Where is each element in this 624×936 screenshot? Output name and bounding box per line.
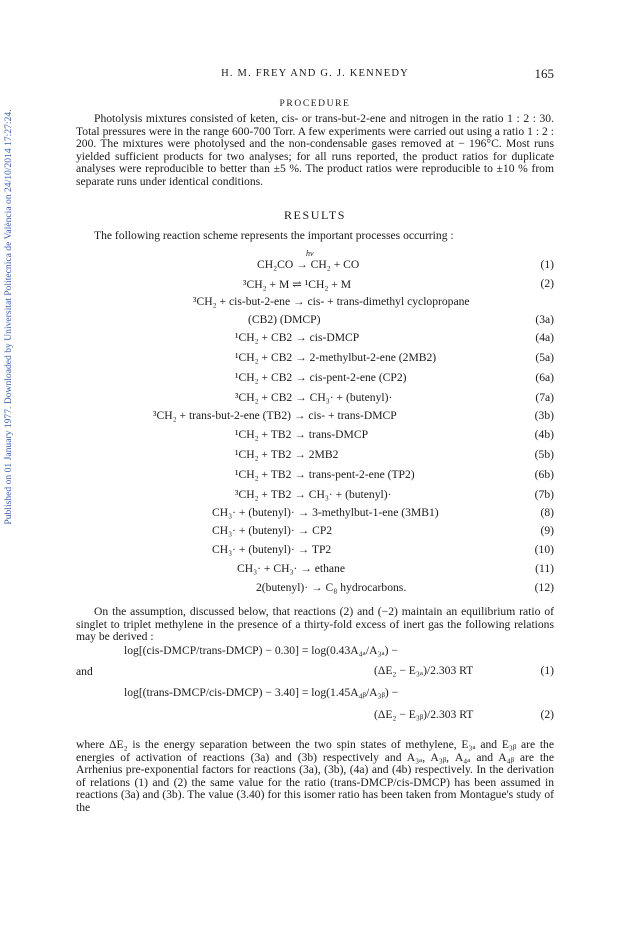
reaction-row (76, 331, 554, 347)
assumption-paragraph: On the assumption, discussed below, that reactions (2) and (−2) maintain an equilibrium ratio of singlet to triplet methylene in the presence of a thirty-fold excess of inert gas the following relations may be derived : (76, 605, 554, 644)
reaction-label: (8) (540, 506, 554, 519)
reaction-row (76, 524, 554, 540)
reaction-label: (4b) (534, 428, 554, 441)
reaction-label: (11) (535, 562, 554, 575)
reaction-row (76, 562, 554, 578)
reaction-label: (2) (540, 277, 554, 290)
running-head: H. M. FREY AND G. J. KENNEDY (221, 68, 409, 79)
page-header (76, 68, 554, 84)
reaction-equation: CH₃· + (butenyl)· → 3-methylbut-1-ene (3MB1) (212, 506, 439, 519)
procedure-paragraph: Photolysis mixtures consisted of keten, cis- or trans-but-2-ene and nitrogen in the ratio 1 : 2 : 30. Total pressures were in the range 600-700 Torr. A few experiments were carried out using a ratio 1 : 2 : 200. The mixtures were photolysed and the non-condensable gases removed at − 196°C. Most runs yielded sufficient products for two analyses; for all runs reported, the product ratios for duplicate analyses were reproducible to better than ±5 %. The product ratios were reproducible to ±10 % from separate runs under identical conditions. (76, 112, 554, 188)
reaction-equation: (CB2) (DMCP) (248, 313, 321, 326)
reaction-row (76, 581, 554, 597)
page-number: 165 (534, 66, 554, 81)
reaction-row (76, 428, 554, 444)
reaction-equation: ³CH₂ + trans-but-2-ene (TB2) → cis- + trans-DMCP (153, 409, 397, 422)
reaction-label: (3b) (534, 409, 554, 422)
reaction-equation: 2(butenyl)· → C₈ hydrocarbons. (256, 581, 407, 594)
relation-1 (76, 644, 554, 660)
reaction-label: (6a) (535, 371, 554, 384)
reaction-label: (6b) (534, 468, 554, 481)
reaction-row (76, 543, 554, 559)
reaction-equation: ¹CH₂ + CB2 → 2-methylbut-2-ene (2MB2) (235, 351, 437, 364)
reaction-equation: CH₃· + CH₃· → ethane (237, 562, 345, 575)
reaction-row (76, 468, 554, 484)
reaction-label: (10) (534, 543, 554, 556)
reaction-label: (7b) (534, 488, 554, 501)
reaction-equation: ¹CH₂ + TB2 → 2MB2 (235, 448, 339, 461)
reaction-label: (4a) (535, 331, 554, 344)
reaction-row (76, 351, 554, 367)
relation-2 (76, 686, 554, 702)
reaction-row (76, 488, 554, 504)
reaction-row (76, 371, 554, 387)
reaction-row (76, 409, 554, 425)
reaction-equation: ³CH₂ + M ⇌ ¹CH₂ + M (243, 278, 352, 291)
relation-1-rhs: (ΔE₂ − E₃ₐ)/2.303 RT (374, 664, 474, 677)
download-watermark-text: Published on 01 January 1977. Downloaded by Universitat Politecnica de València on 24/10/2014 17:27:24. (3, 109, 14, 525)
reaction-equation: ¹CH₂ + TB2 → trans-DMCP (235, 428, 369, 441)
reaction-equation: CH₃· + (butenyl)· → CP2 (212, 524, 333, 537)
relation-2-cont (76, 708, 554, 724)
reaction-equation: ³CH₂ + cis-but-2-ene → cis- + trans-dimethyl cyclopropane (193, 295, 470, 308)
reaction-row (76, 313, 554, 329)
reaction-row (76, 295, 554, 311)
reaction-label: (12) (534, 581, 554, 594)
relation-1-cont (76, 664, 554, 680)
relation-2-rhs: (ΔE₂ − E₃ᵦ)/2.303 RT (374, 708, 474, 721)
reaction-row (76, 258, 554, 274)
hv-label: hν (306, 249, 314, 258)
reaction-equation: CH₃· + (butenyl)· → TP2 (212, 543, 332, 556)
relation-1-label: (1) (540, 664, 554, 677)
reaction-equation: ¹CH₂ + CB2 → cis-DMCP (235, 331, 360, 344)
reaction-label: (7a) (535, 391, 554, 404)
reaction-label: (5a) (535, 351, 554, 364)
download-watermark (0, 0, 22, 936)
reaction-label: (3a) (535, 313, 554, 326)
closing-paragraph: where ΔE₂ is the energy separation between the two spin states of methylene, E₃ₐ and E₃ᵦ are the energies of activation of reactions (3a) and (3b) respectively and A₃ₐ, A₃ᵦ, A₄ₐ and A₄ᵦ are the Arrhenius pre-exponential factors for reactions (3a), (3b), (4a) and (4b) respectively. In the derivation of relations (1) and (2) the same value for the ratio (trans-DMCP/cis-DMCP) has been assumed in reactions (3a) and (3b). The value (3.40) for this isomer ratio has been taken from Montague's study of the (76, 738, 554, 814)
reaction-label: (1) (540, 258, 554, 271)
section-heading-results: RESULTS (283, 208, 347, 222)
reaction-row (76, 391, 554, 407)
reaction-row (76, 448, 554, 464)
section-heading-procedure: PROCEDURE (279, 99, 351, 109)
reaction-equation: ³CH₂ + CB2 → CH₃· + (butenyl)· (235, 391, 393, 404)
and-word: and (76, 665, 93, 678)
results-intro: The following reaction scheme represents the important processes occurring : (94, 229, 454, 242)
relation-1-lhs: log[(cis-DMCP/trans-DMCP) − 0.30] = log(0.43A₄ₐ/A₃ₐ) − (124, 644, 398, 657)
reaction-equation: ³CH₂ + TB2 → CH₃· + (butenyl)· (235, 488, 392, 501)
relation-2-label: (2) (540, 708, 554, 721)
reaction-equation: ¹CH₂ + CB2 → cis-pent-2-ene (CP2) (235, 371, 407, 384)
reaction-label: (5b) (534, 448, 554, 461)
relation-2-lhs: log[(trans-DMCP/cis-DMCP) − 3.40] = log(1.45A₄ᵦ/A₃ᵦ) − (124, 686, 399, 699)
reaction-label: (9) (540, 524, 554, 537)
reaction-row (76, 506, 554, 522)
reaction-row (76, 277, 554, 293)
reaction-equation: ¹CH₂ + TB2 → trans-pent-2-ene (TP2) (235, 468, 415, 481)
reaction-equation: CH₂CO → CH₂ + CO (257, 258, 360, 271)
